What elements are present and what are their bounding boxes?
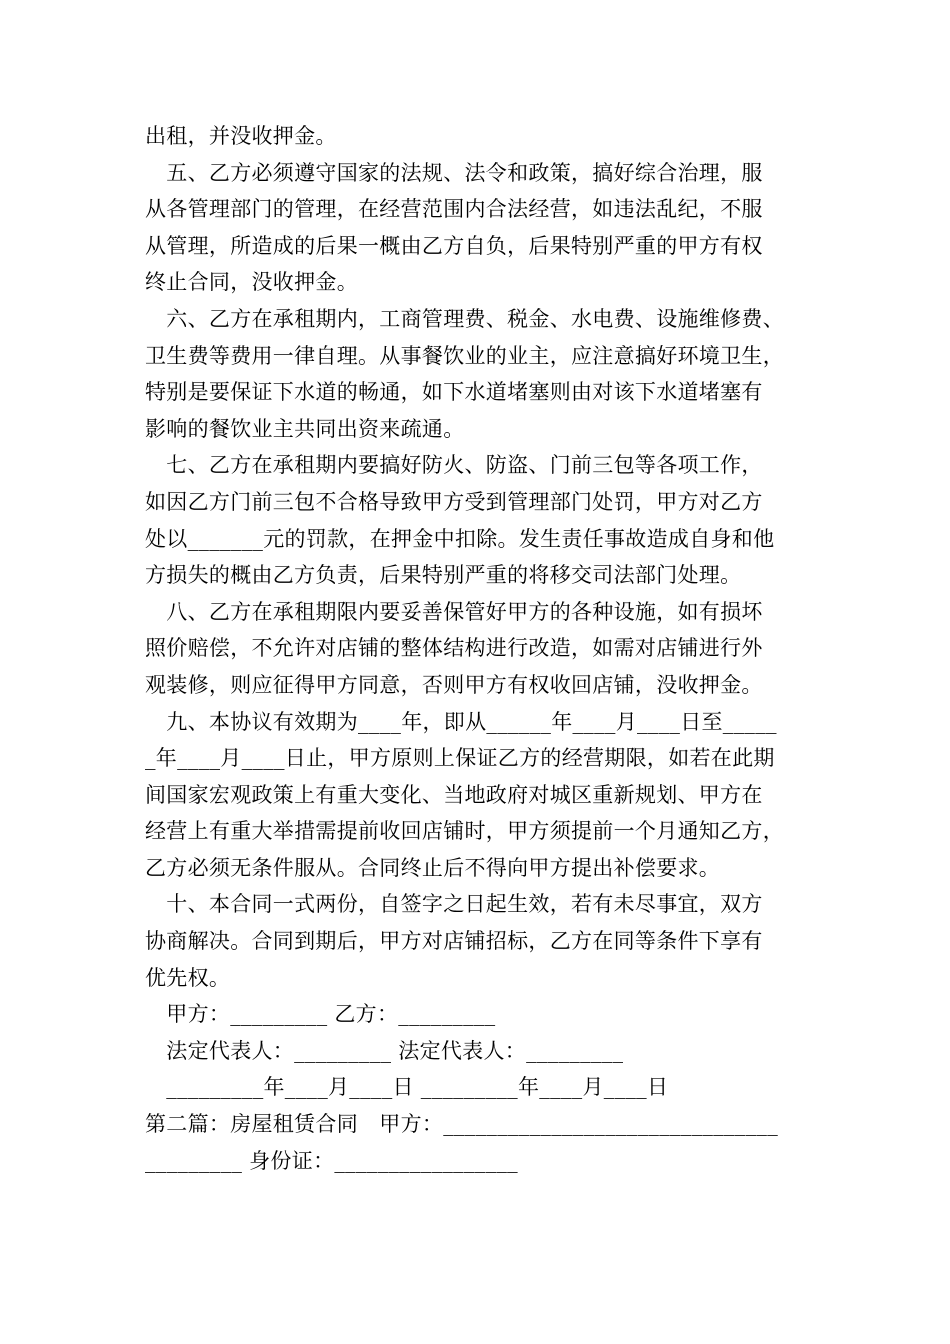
clause-7-line-1: 七、乙方在承租期内要搞好防火、防盗、门前三包等各项工作， — [145, 453, 763, 478]
signature-dates-line: _________年____月____日 _________年____月____日 — [145, 1075, 669, 1100]
clause-5-line-3: 从管理，所造成的后果一概由乙方自负，后果特别严重的甲方有权 — [145, 233, 763, 258]
clause-5-line-4: 终止合同，没收押金。 — [145, 270, 358, 295]
section-2-heading-line: 第二篇：房屋租赁合同 甲方：_______________________________ — [145, 1112, 778, 1137]
clause-6-line-3: 特别是要保证下水道的畅通，如下水道堵塞则由对该下水道堵塞有 — [145, 380, 763, 405]
signature-parties-line: 甲方：_________ 乙方：_________ — [145, 1002, 496, 1027]
clause-9-line-1: 九、本协议有效期为____年，即从______年____月____日至_____ — [145, 709, 777, 734]
clause-9-line-3: 间国家宏观政策上有重大变化、当地政府对城区重新规划、甲方在 — [145, 782, 763, 807]
clause-6-line-4: 影响的餐饮业主共同出资来疏通。 — [145, 416, 465, 441]
clause-6-line-2: 卫生费等费用一律自理。从事餐饮业的业主，应注意搞好环境卫生， — [145, 343, 784, 368]
clause-10-line-2: 协商解决。合同到期后，甲方对店铺招标，乙方在同等条件下享有 — [145, 929, 763, 954]
clause-7-line-4: 方损失的概由乙方负责，后果特别严重的将移交司法部门处理。 — [145, 563, 742, 588]
clause-9-line-2: _年____月____日止，甲方原则上保证乙方的经营期限，如若在此期 — [145, 746, 775, 771]
clause-9-line-5: 乙方必须无条件服从。合同终止后不得向甲方提出补偿要求。 — [145, 855, 721, 880]
clause-10-line-1: 十、本合同一式两份，自签字之日起生效，若有未尽事宜，双方 — [145, 892, 763, 917]
section-2-id-line: _________ 身份证：_________________ — [145, 1148, 518, 1173]
text-line: 出租，并没收押金。 — [145, 124, 337, 148]
clause-8-line-2: 照价赔偿，不允许对店铺的整体结构进行改造，如需对店铺进行外 — [145, 636, 763, 661]
clause-7-line-2: 如因乙方门前三包不合格导致甲方受到管理部门处罚，甲方对乙方 — [145, 489, 763, 514]
clause-10-line-3: 优先权。 — [145, 965, 231, 990]
clause-8-line-1: 八、乙方在承租期限内要妥善保管好甲方的各种设施，如有损坏 — [145, 599, 763, 624]
clause-5-line-1: 五、乙方必须遵守国家的法规、法令和政策，搞好综合治理，服 — [145, 160, 763, 185]
signature-representatives-line: 法定代表人：_________ 法定代表人：_________ — [145, 1038, 624, 1063]
document-page — [145, 118, 810, 1179]
clause-7-line-3: 处以_______元的罚款，在押金中扣除。发生责任事故造成自身和他 — [145, 526, 775, 551]
clause-6-line-1: 六、乙方在承租期内，工商管理费、税金、水电费、设施维修费、 — [145, 306, 784, 331]
clause-8-line-3: 观装修，则应征得甲方同意，否则甲方有权收回店铺，没收押金。 — [145, 672, 763, 697]
clause-5-line-2: 从各管理部门的管理，在经营范围内合法经营，如违法乱纪，不服 — [145, 197, 763, 222]
clause-9-line-4: 经营上有重大举措需提前收回店铺时，甲方须提前一个月通知乙方， — [145, 819, 784, 844]
